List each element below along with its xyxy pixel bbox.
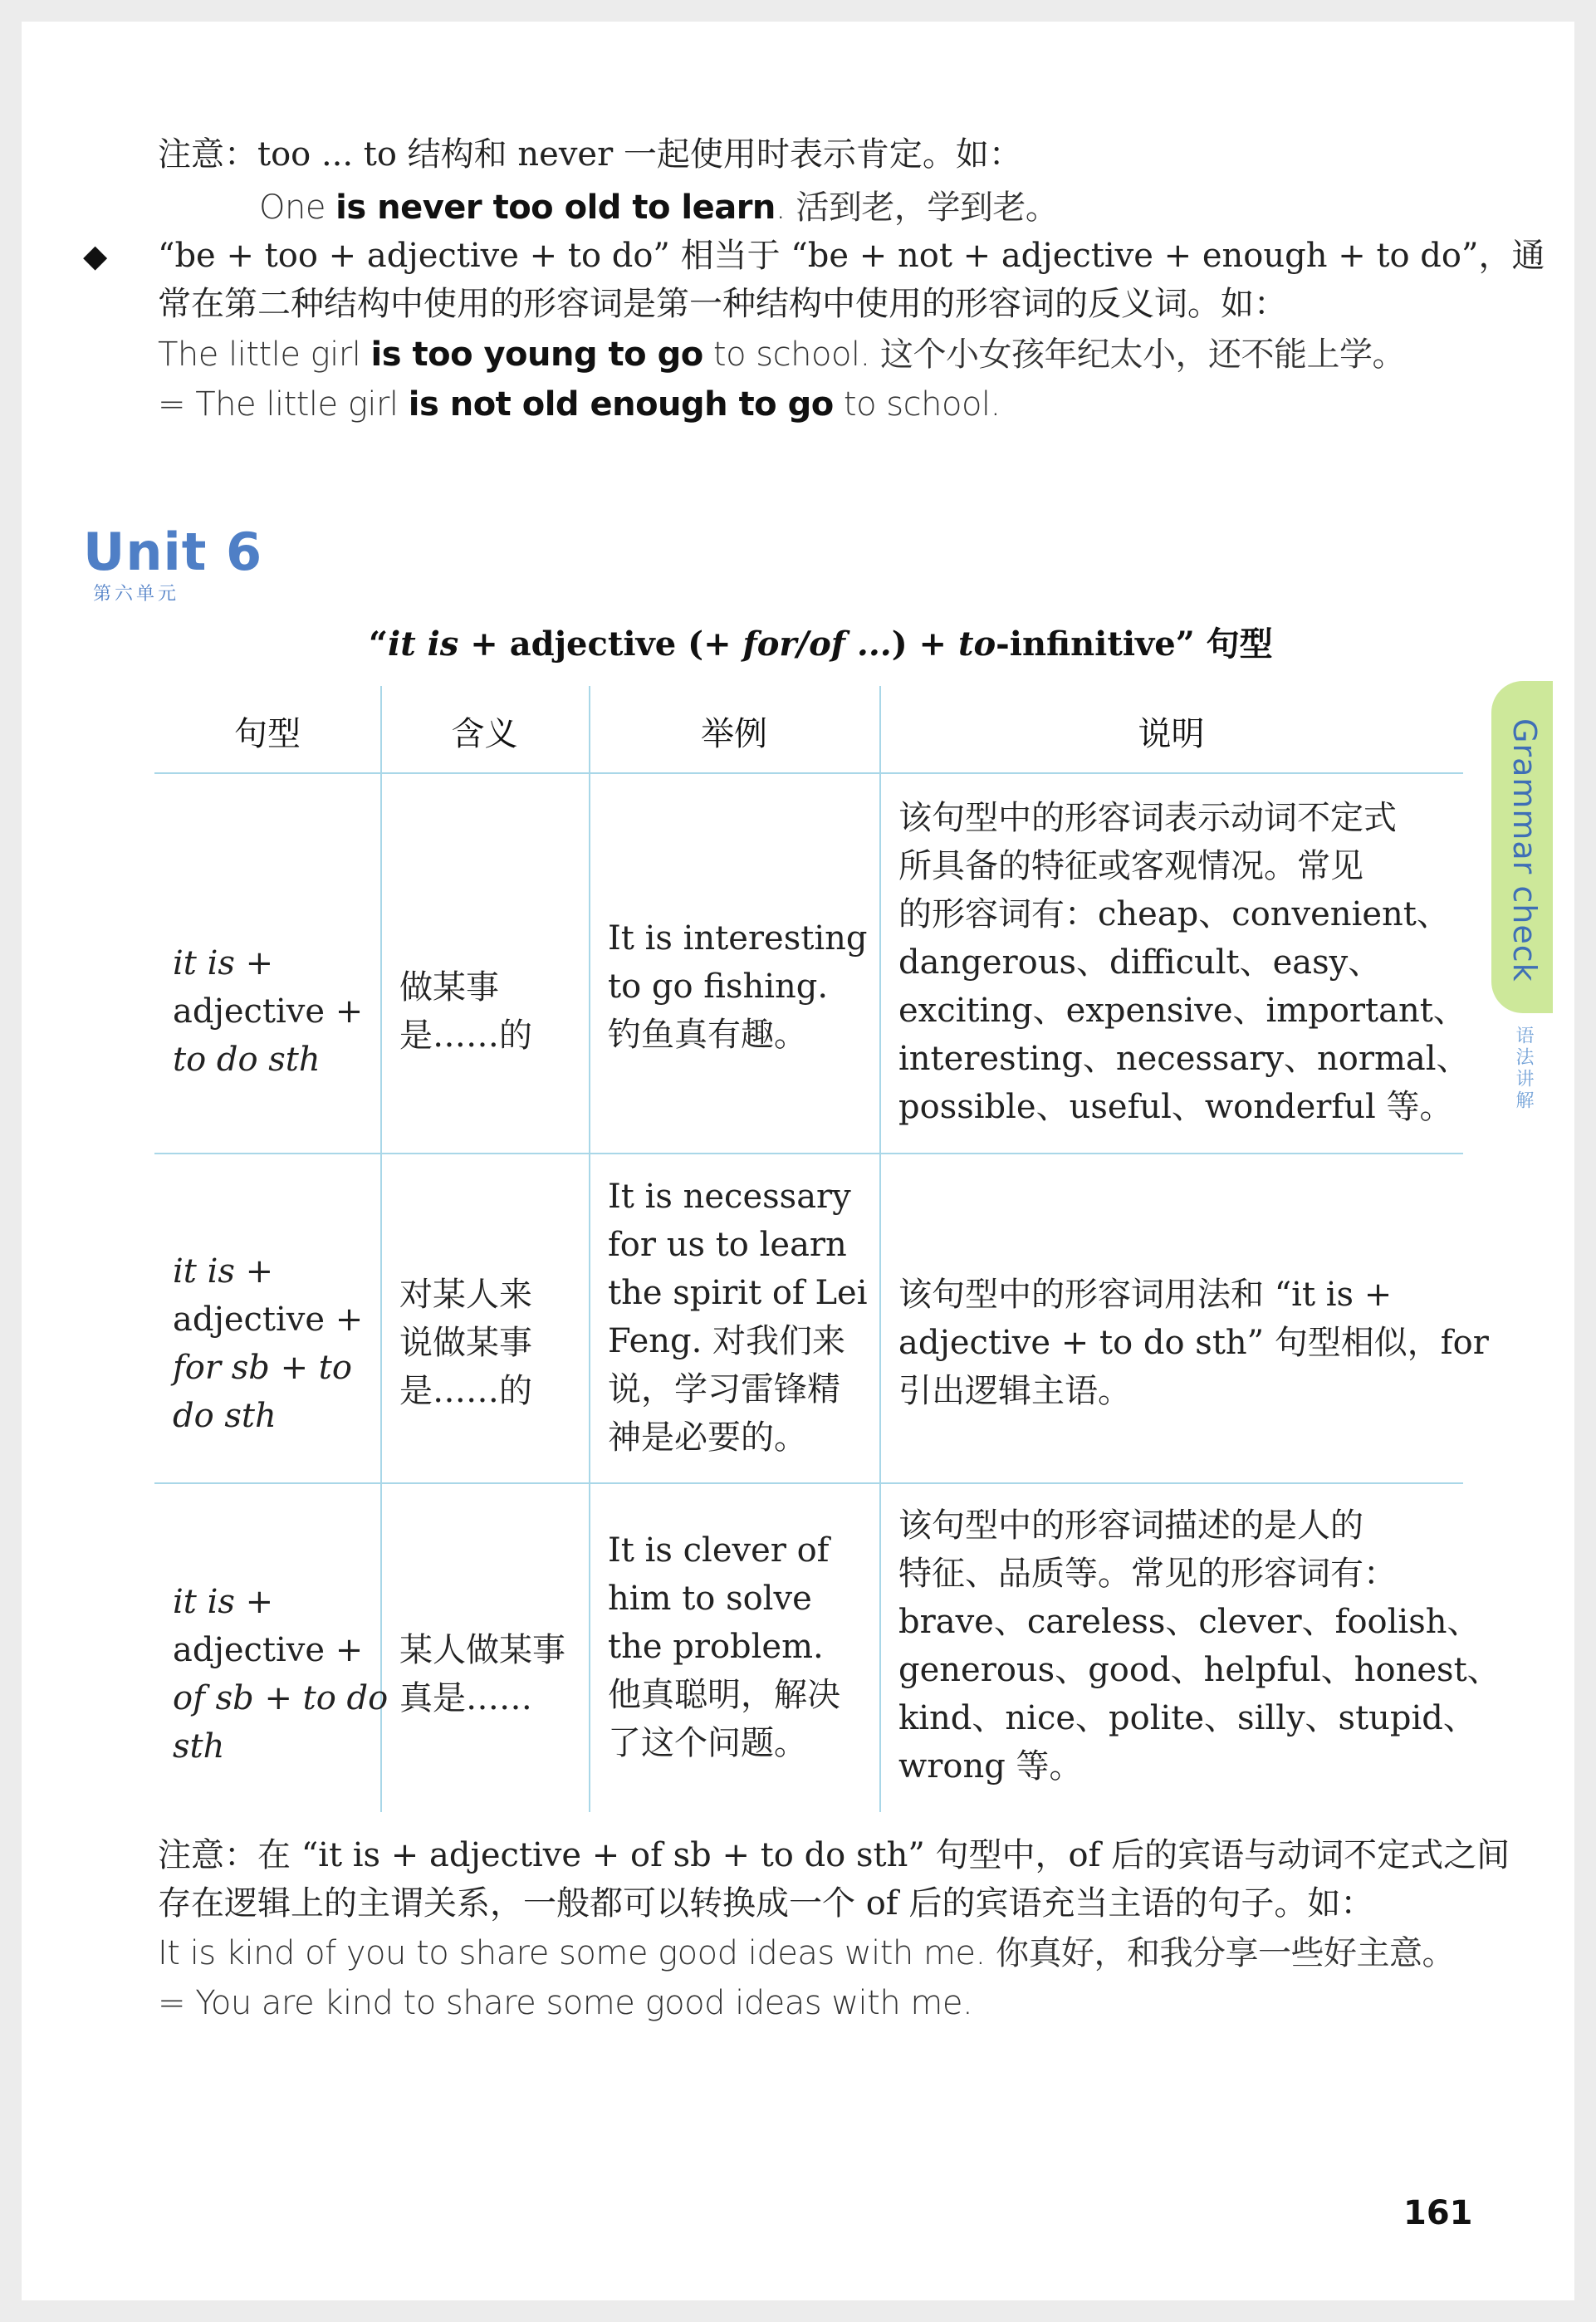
- example-bold: is too young to go: [370, 336, 703, 374]
- pattern-line: sth: [173, 1727, 225, 1766]
- example-text: to school.: [833, 385, 1001, 424]
- example-line: 了这个问题。: [608, 1724, 807, 1762]
- side-tab-label: Grammar check: [1506, 718, 1543, 982]
- title-part: ) +: [891, 625, 958, 664]
- meaning-line: 真是……: [399, 1679, 532, 1717]
- example-text: . 活到老，学到老。: [775, 189, 1059, 227]
- row3-pattern: [173, 1578, 388, 1771]
- example-line: the spirit of Lei: [608, 1274, 868, 1312]
- example-you-are-kind: = You are kind to share some good ideas with me.: [158, 1984, 973, 2022]
- title-italic: it is: [388, 625, 459, 664]
- bullet-line-1: “be + too + adjective + to do” 相当于 “be + not + adjective + enough + to do”，通: [158, 237, 1545, 275]
- note-line: 所具备的特征或客观情况。常见: [898, 847, 1363, 885]
- meaning-line: 对某人来: [399, 1276, 532, 1314]
- example-line: the problem.: [608, 1628, 824, 1666]
- pattern-line: adjective +: [173, 1301, 364, 1339]
- pattern-line: to do sth: [173, 1041, 321, 1079]
- row2-note: [898, 1271, 1489, 1415]
- example-line: It is necessary: [608, 1178, 851, 1216]
- meaning-line: 是……的: [399, 1372, 532, 1410]
- example-line: 神是必要的。: [608, 1418, 807, 1457]
- meaning-line: 说做某事: [399, 1324, 532, 1362]
- example-line: It is clever of: [608, 1531, 830, 1570]
- example-line: 说，学习雷锋精: [608, 1370, 840, 1408]
- title-part: “: [369, 625, 389, 664]
- example-text: One: [259, 189, 336, 227]
- header-pattern: 句型: [234, 715, 301, 753]
- note-line: wrong 等。: [898, 1747, 1083, 1786]
- example-line: him to solve: [608, 1580, 812, 1618]
- example-line: for us to learn: [608, 1226, 847, 1264]
- pattern-line: adjective +: [173, 992, 364, 1031]
- example-too-young: [158, 331, 1405, 379]
- note-line: adjective + to do sth” 句型相似，for: [898, 1324, 1489, 1362]
- example-line: It is interesting: [608, 919, 868, 958]
- pattern-line: it is +: [173, 1583, 274, 1621]
- note-line: exciting、expensive、important、: [898, 992, 1466, 1030]
- note-line: possible、useful、wonderful 等。: [898, 1088, 1453, 1126]
- pattern-line: it is +: [173, 1252, 274, 1291]
- example-kind-of-you: It is kind of you to share some good ideas with me. 你真好，和我分享一些好主意。: [158, 1934, 1455, 1972]
- note-line: brave、careless、clever、foolish、: [898, 1603, 1481, 1641]
- title-part: + adjective (+: [458, 625, 743, 664]
- table-divider: [589, 686, 590, 1812]
- meaning-line: 做某事: [399, 968, 499, 1007]
- pattern-line: adjective +: [173, 1631, 364, 1669]
- title-italic: to: [957, 625, 996, 664]
- note-line: 引出逻辑主语。: [898, 1372, 1131, 1410]
- example-line: to go fishing.: [608, 968, 829, 1006]
- note-line: 该句型中的形容词描述的是人的: [898, 1506, 1363, 1545]
- meaning-line: 是……的: [399, 1016, 532, 1055]
- row2-meaning: [399, 1271, 532, 1415]
- example-text: = The little girl: [158, 385, 409, 424]
- example-text: The little girl: [158, 336, 371, 374]
- table-rule: [154, 772, 1463, 774]
- note-line: dangerous、difficult、easy、: [898, 943, 1382, 982]
- note-line: 该句型中的形容词表示动词不定式: [898, 799, 1397, 837]
- row1-example: [608, 914, 867, 1059]
- page-number: 161: [1403, 2194, 1473, 2232]
- note-too-never: 注意：too ... to 结构和 never 一起使用时表示肯定。如：: [158, 135, 1022, 174]
- pattern-line: do sth: [173, 1397, 277, 1435]
- row2-example: [608, 1173, 867, 1462]
- example-bold: is not old enough to go: [408, 385, 834, 424]
- example-text: to school. 这个小女孩年纪太小，还不能上学。: [703, 336, 1405, 374]
- example-bold: is never too old to learn: [335, 189, 776, 227]
- table-rule: [154, 1482, 1463, 1484]
- row1-note: [898, 794, 1470, 1131]
- row1-meaning: [399, 963, 532, 1060]
- row3-meaning: [399, 1626, 565, 1722]
- header-example: 举例: [701, 715, 767, 753]
- bullet-line-2: 常在第二种结构中使用的形容词是第一种结构中使用的形容词的反义词。如：: [158, 285, 1287, 323]
- example-not-old-enough: [158, 380, 1001, 429]
- example-line: 钓鱼真有趣。: [608, 1016, 807, 1054]
- note-line: kind、nice、polite、silly、stupid、: [898, 1699, 1476, 1737]
- diamond-bullet-icon: ◆: [83, 238, 108, 274]
- note-of-sb-line2: 存在逻辑上的主谓关系，一般都可以转换成一个 of 后的宾语充当主语的句子。如：: [158, 1884, 1374, 1923]
- row3-note: [898, 1501, 1501, 1790]
- note-line: 特征、品质等。常见的形容词有：: [898, 1555, 1397, 1593]
- unit-title: Unit 6: [83, 522, 263, 582]
- example-never-too-old: [259, 184, 1058, 232]
- note-line: 该句型中的形容词用法和 “it is +: [898, 1276, 1393, 1314]
- table-divider: [879, 686, 881, 1812]
- example-line: 他真聪明，解决: [608, 1676, 840, 1714]
- table-rule: [154, 1153, 1463, 1154]
- row2-pattern: [173, 1247, 363, 1440]
- header-meaning: 含义: [451, 715, 518, 753]
- meaning-line: 某人做某事: [399, 1631, 565, 1669]
- row3-example: [608, 1526, 840, 1767]
- unit-subtitle: 第六单元: [93, 584, 180, 605]
- note-line: 的形容词有：cheap、convenient、: [898, 895, 1450, 933]
- table-title: [369, 618, 1273, 665]
- title-italic: for/of ...: [742, 625, 892, 664]
- row1-pattern: [173, 939, 363, 1084]
- note-of-sb: 注意：在 “it is + adjective + of sb + to do sth” 句型中，of 后的宾语与动词不定式之间: [158, 1836, 1510, 1874]
- pattern-line: of sb + to do: [173, 1679, 389, 1717]
- pattern-line: for sb + to: [173, 1349, 352, 1387]
- example-line: Feng. 对我们来: [608, 1322, 846, 1360]
- side-tab-sublabel: 语法讲解: [1513, 1026, 1534, 1112]
- note-line: interesting、necessary、normal、: [898, 1040, 1470, 1078]
- title-part: -infinitive” 句型: [996, 625, 1273, 664]
- pattern-line: it is +: [173, 944, 274, 982]
- header-note: 说明: [1138, 715, 1205, 753]
- note-line: generous、good、helpful、honest、: [898, 1651, 1501, 1689]
